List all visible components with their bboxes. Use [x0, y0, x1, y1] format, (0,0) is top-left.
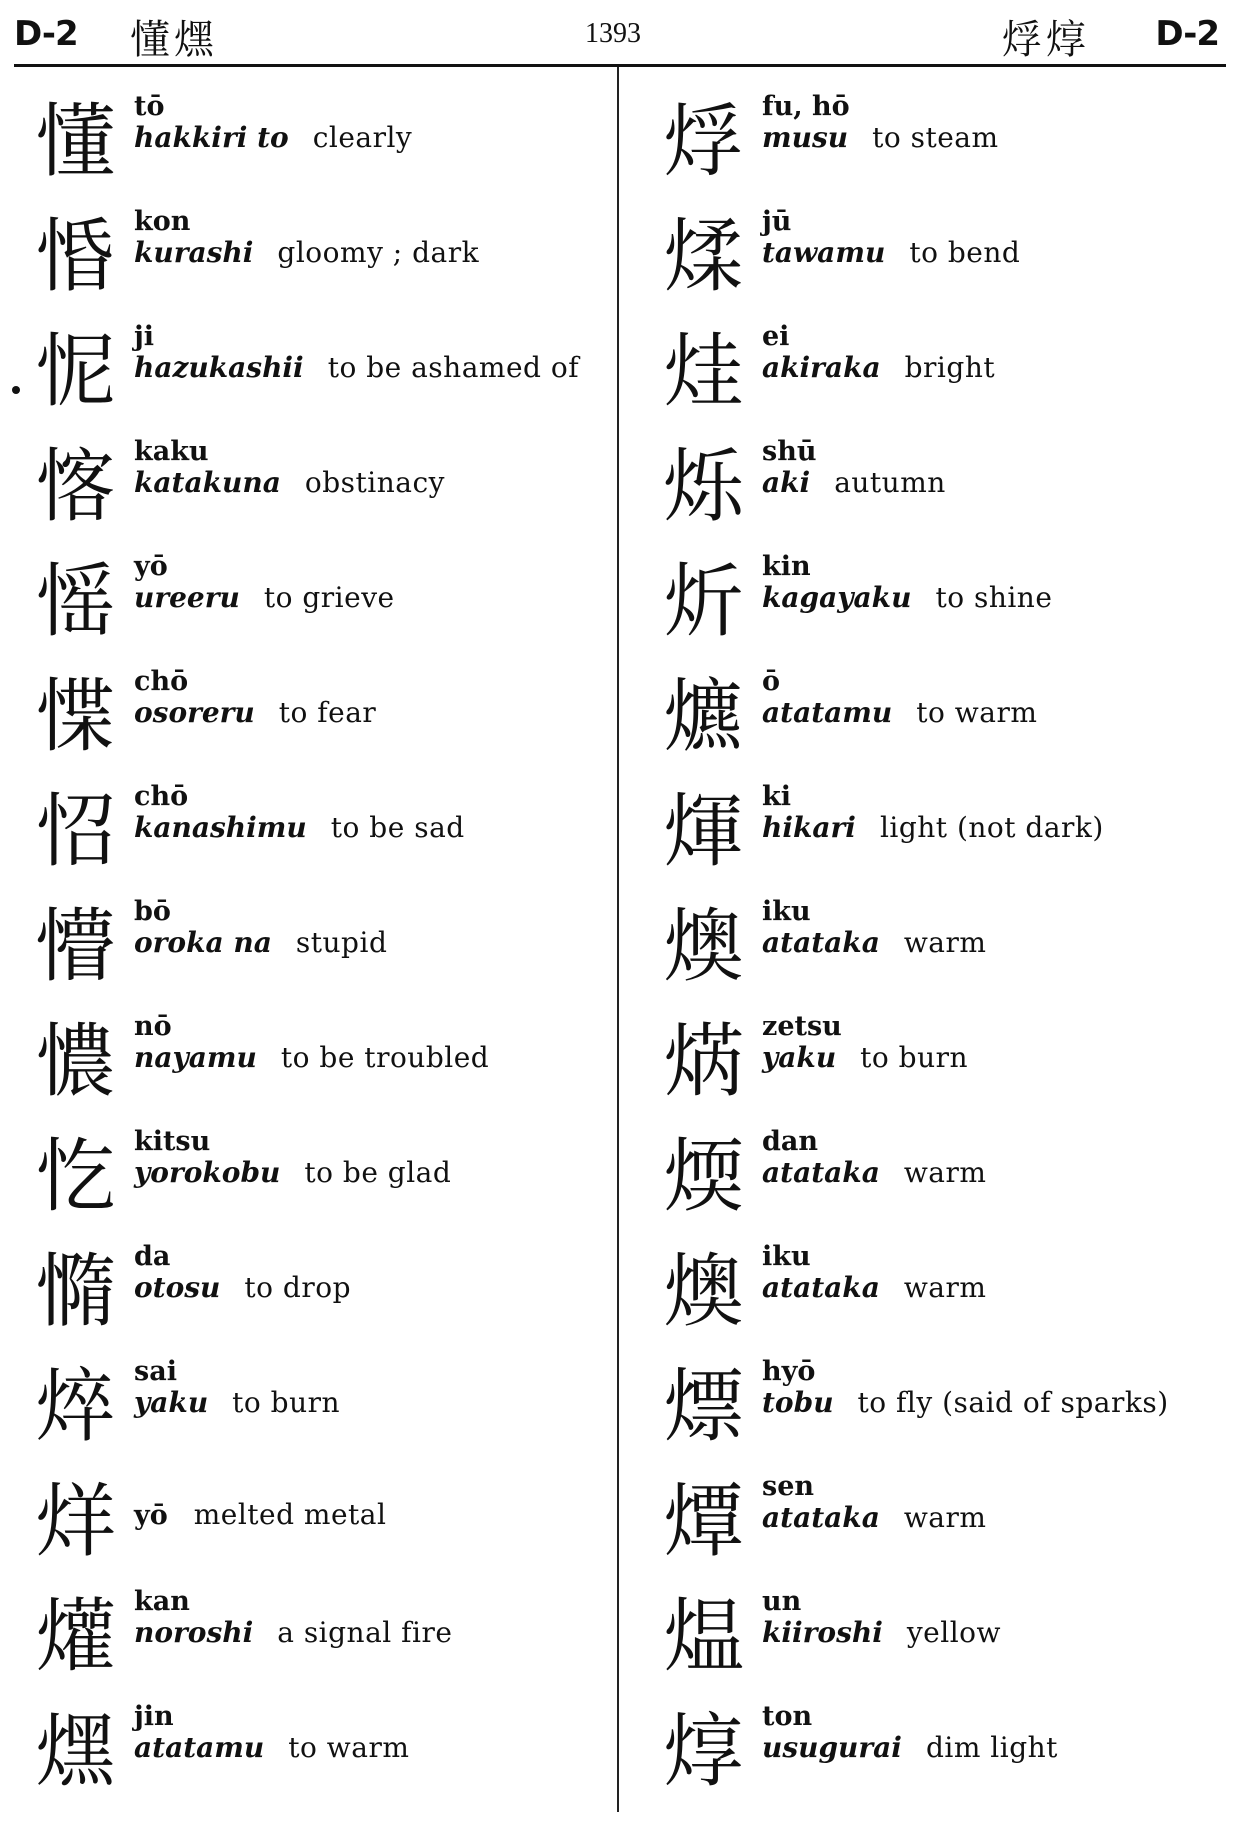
entry-kun-reading: musu	[762, 121, 849, 154]
entry-on-reading: zetsu	[762, 1011, 842, 1042]
left-column	[28, 88, 613, 1813]
entry-kanji: 燠	[663, 1245, 744, 1338]
entry-on-reading: dan	[762, 1126, 819, 1157]
dictionary-entry	[656, 1698, 1226, 1813]
entry-kun-reading: atatamu	[762, 696, 893, 729]
entry-on-reading: ki	[762, 781, 791, 812]
entry-kanji: 焠	[35, 1360, 116, 1453]
entry-kanji: 愘	[35, 440, 116, 533]
entry-on-reading: iku	[762, 1241, 811, 1272]
entry-kun-reading: atatamu	[134, 1731, 265, 1764]
entry-meaning: to burn	[860, 1041, 969, 1074]
entry-meaning: gloomy ; dark	[277, 236, 480, 269]
entry-text	[762, 1242, 986, 1304]
entry-on-reading: yō	[134, 551, 168, 582]
guide-kanji-right: 烰焞	[1002, 17, 1090, 63]
entry-line	[134, 1157, 451, 1189]
entry-kanji: 懵	[35, 900, 116, 993]
entry-kanji: 㷵	[35, 1705, 116, 1798]
entry-text	[134, 1127, 451, 1189]
entry-line	[762, 697, 1037, 729]
entry-on-reading: jū	[762, 206, 792, 237]
dictionary-entry	[28, 203, 613, 318]
entry-line	[134, 927, 387, 959]
entry-meaning: to grieve	[263, 581, 395, 614]
entry-kanji: 愮	[35, 555, 116, 648]
entry-kun-reading: atataka	[762, 1271, 880, 1304]
entry-text	[134, 1357, 340, 1419]
entry-kun-reading: kagayaku	[762, 581, 912, 614]
entry-meaning: to fly (said of sparks)	[857, 1386, 1169, 1419]
entry-kun-reading: kurashi	[134, 236, 254, 269]
entry-line	[762, 1387, 1169, 1419]
entry-on-reading: chō	[134, 666, 189, 697]
entry-kanji: 燂	[663, 1475, 744, 1568]
entry-on-reading: tō	[134, 91, 165, 122]
entry-on-reading: nō	[134, 1011, 172, 1042]
dictionary-entry	[28, 1583, 613, 1698]
page-header	[0, 0, 1243, 70]
entry-line	[762, 1157, 986, 1189]
entry-line	[134, 697, 376, 729]
dictionary-entry	[656, 203, 1226, 318]
entry-meaning: to bend	[909, 236, 1021, 269]
entry-text	[762, 437, 946, 499]
entry-text	[762, 1472, 986, 1534]
entry-meaning: to steam	[872, 121, 999, 154]
entry-line	[134, 1617, 452, 1649]
dictionary-entry	[28, 893, 613, 1008]
entry-kun-reading: osoreru	[134, 696, 255, 729]
entry-kun-reading: hazukashii	[134, 351, 304, 384]
entry-on-reading: chō	[134, 781, 189, 812]
entry-kun-reading: yaku	[134, 1386, 209, 1419]
entry-line	[134, 1387, 340, 1419]
entry-meaning: a signal fire	[277, 1616, 453, 1649]
entry-on-reading: yō	[134, 1500, 168, 1531]
entry-text	[134, 667, 376, 729]
dictionary-entry	[656, 1123, 1226, 1238]
entry-on-reading: kaku	[134, 436, 209, 467]
entry-kun-reading: atataka	[762, 926, 880, 959]
entry-on-reading: sen	[762, 1471, 815, 1502]
dictionary-entry	[28, 318, 613, 433]
column-divider	[617, 67, 619, 1812]
entry-text	[134, 1242, 351, 1304]
entry-kun-reading: noroshi	[134, 1616, 254, 1649]
entry-text	[762, 92, 999, 154]
dictionary-entry	[656, 1238, 1226, 1353]
dictionary-entry	[656, 88, 1226, 203]
entry-meaning: to shine	[935, 581, 1053, 614]
entry-line	[762, 467, 946, 499]
entry-line	[134, 1732, 409, 1764]
entry-on-reading: sai	[134, 1356, 177, 1387]
entry-kanji: 烓	[663, 325, 744, 418]
entry-line	[134, 122, 412, 154]
entry-kun-reading: atataka	[762, 1501, 880, 1534]
entry-meaning: yellow	[906, 1616, 1001, 1649]
entry-kanji: 憜	[35, 1245, 116, 1338]
entry-on-reading: iku	[762, 896, 811, 927]
dictionary-entry	[28, 778, 613, 893]
entry-kun-reading: yorokobu	[134, 1156, 281, 1189]
entry-line	[134, 352, 579, 384]
entry-kanji: 煴	[663, 1590, 744, 1683]
entry-text	[134, 1012, 489, 1074]
entry-line	[134, 1272, 351, 1304]
dictionary-entry	[28, 1238, 613, 1353]
entry-kanji: 爟	[35, 1590, 116, 1683]
entry-kun-reading: otosu	[134, 1271, 221, 1304]
dictionary-entry	[28, 548, 613, 663]
dictionary-entry	[28, 433, 613, 548]
entry-kun-reading: hikari	[762, 811, 856, 844]
entry-meaning: warm	[903, 1501, 987, 1534]
entry-text	[762, 1127, 986, 1189]
entry-kun-reading: atataka	[762, 1156, 880, 1189]
entry-kanji: 焞	[663, 1705, 744, 1798]
entry-text	[134, 552, 395, 614]
entry-line	[762, 352, 995, 384]
entry-meaning: bright	[904, 351, 996, 384]
entry-kanji: 惵	[35, 670, 116, 763]
entry-meaning: to be sad	[330, 811, 465, 844]
entry-kun-reading: katakuna	[134, 466, 281, 499]
entry-kun-reading: akiraka	[762, 351, 881, 384]
entry-kanji: 烰	[663, 95, 744, 188]
entry-text	[762, 1012, 968, 1074]
entry-kanji: 忔	[35, 1130, 116, 1223]
entry-on-reading: kan	[134, 1586, 190, 1617]
entry-meaning: obstinacy	[304, 466, 445, 499]
dictionary-entry	[28, 1353, 613, 1468]
entry-meaning: to be glad	[304, 1156, 452, 1189]
entry-kanji: 惛	[35, 210, 116, 303]
entry-on-reading: da	[134, 1241, 171, 1272]
entry-text	[134, 437, 445, 499]
dictionary-entry	[656, 778, 1226, 893]
entry-kanji: 焫	[663, 1015, 744, 1108]
entry-text	[134, 92, 412, 154]
entry-meaning: to warm	[288, 1731, 410, 1764]
entry-kanji: 烊	[35, 1475, 116, 1568]
entry-text	[762, 782, 1104, 844]
dictionary-entry	[28, 1468, 613, 1583]
entry-kanji: 懂	[35, 95, 116, 188]
entry-on-reading: ei	[762, 321, 790, 352]
entry-text	[134, 1587, 452, 1649]
entry-on-reading: shū	[762, 436, 817, 467]
section-code-right: D-2	[1155, 14, 1219, 54]
entry-kanji: 憹	[35, 1015, 116, 1108]
dictionary-entry	[28, 1123, 613, 1238]
entry-kanji: 燠	[663, 900, 744, 993]
entry-on-reading: ji	[134, 321, 155, 352]
entry-kanji: 煣	[663, 210, 744, 303]
entry-line	[762, 927, 986, 959]
dictionary-entry	[656, 893, 1226, 1008]
dictionary-entry	[656, 1353, 1226, 1468]
entry-line	[762, 1617, 1001, 1649]
entry-meaning: to fear	[278, 696, 377, 729]
entry-kun-reading: kiiroshi	[762, 1616, 883, 1649]
entry-on-reading: bō	[134, 896, 171, 927]
entry-text	[762, 322, 995, 384]
entry-meaning: to be troubled	[280, 1041, 490, 1074]
entry-line	[134, 467, 445, 499]
page-number: 1393	[585, 18, 641, 49]
entry-line	[762, 1732, 1058, 1764]
entry-text	[134, 782, 465, 844]
entry-on-reading: hyō	[762, 1356, 816, 1387]
entry-meaning: dim light	[925, 1731, 1058, 1764]
entry-meaning: warm	[903, 1271, 987, 1304]
entry-line	[762, 1272, 986, 1304]
entry-kanji: 煇	[663, 785, 744, 878]
entry-kanji: 炘	[663, 555, 744, 648]
entry-text	[762, 552, 1052, 614]
entry-kanji: 怊	[35, 785, 116, 878]
entry-text	[762, 1587, 1001, 1649]
entry-kun-reading: tobu	[762, 1386, 834, 1419]
dictionary-entry	[28, 1008, 613, 1123]
entry-kun-reading: yaku	[762, 1041, 837, 1074]
entry-kun-reading: usugurai	[762, 1731, 902, 1764]
entry-on-reading: jin	[134, 1701, 174, 1732]
entry-meaning: melted metal	[193, 1498, 387, 1531]
entry-text	[762, 667, 1037, 729]
entry-kun-reading: tawamu	[762, 236, 886, 269]
entry-meaning: to burn	[232, 1386, 341, 1419]
entry-text	[762, 1357, 1169, 1419]
dictionary-entry	[656, 548, 1226, 663]
entry-kanji: 爊	[663, 670, 744, 763]
entry-on-reading: un	[762, 1586, 802, 1617]
margin-dot	[12, 386, 20, 394]
entry-meaning: warm	[903, 1156, 987, 1189]
entry-text	[134, 897, 387, 959]
entry-line	[762, 582, 1052, 614]
section-code-left: D-2	[14, 14, 78, 54]
entry-kun-reading: oroka na	[134, 926, 272, 959]
entry-meaning: stupid	[295, 926, 388, 959]
entry-meaning: to be ashamed of	[327, 351, 580, 384]
entry-kanji: 煗	[663, 1130, 744, 1223]
entry-line	[762, 237, 1020, 269]
dictionary-entry	[656, 1583, 1226, 1698]
entry-on-reading: kon	[134, 206, 191, 237]
entry-meaning: light (not dark)	[879, 811, 1104, 844]
header-rule	[14, 64, 1226, 67]
entry-kanji: 熛	[663, 1360, 744, 1453]
entry-text	[134, 322, 579, 384]
dictionary-entry	[656, 663, 1226, 778]
entry-line	[134, 237, 479, 269]
entry-kanji: 烁	[663, 440, 744, 533]
entry-line	[762, 1502, 986, 1534]
dictionary-entry	[656, 1008, 1226, 1123]
entry-line	[762, 1042, 968, 1074]
entry-meaning: to warm	[916, 696, 1038, 729]
entry-kun-reading: hakkiri to	[134, 121, 289, 154]
entry-kun-reading: kanashimu	[134, 811, 307, 844]
entry-text	[134, 1702, 409, 1764]
entry-kun-reading: nayamu	[134, 1041, 257, 1074]
entry-line	[134, 812, 465, 844]
entry-kun-reading: ureeru	[134, 581, 240, 614]
dictionary-entry	[656, 433, 1226, 548]
entry-on-reading: kitsu	[134, 1126, 211, 1157]
entry-meaning: autumn	[834, 466, 946, 499]
entry-on-reading: ton	[762, 1701, 813, 1732]
entry-on-reading: fu, hō	[762, 91, 850, 122]
entry-meaning: to drop	[244, 1271, 352, 1304]
entry-line	[762, 812, 1104, 844]
dictionary-entry	[28, 88, 613, 203]
dictionary-entry	[656, 1468, 1226, 1583]
dictionary-entry	[656, 318, 1226, 433]
entry-text	[762, 897, 986, 959]
entry-text	[762, 1702, 1058, 1764]
entry-on-reading: kin	[762, 551, 811, 582]
entry-text	[762, 207, 1020, 269]
right-column	[656, 88, 1226, 1813]
entry-text	[134, 207, 479, 269]
entry-on-reading: ō	[762, 666, 781, 697]
entry-meaning: warm	[903, 926, 987, 959]
entry-meaning: clearly	[312, 121, 413, 154]
entry-line	[762, 122, 999, 154]
dictionary-entry	[28, 663, 613, 778]
dictionary-entry	[28, 1698, 613, 1813]
entry-line	[134, 1042, 489, 1074]
entry-kanji: 怩	[35, 325, 116, 418]
entry-kun-reading: aki	[762, 466, 811, 499]
guide-kanji-left: 懂㷵	[130, 17, 218, 63]
entry-text	[134, 1498, 386, 1531]
entry-line	[134, 582, 395, 614]
